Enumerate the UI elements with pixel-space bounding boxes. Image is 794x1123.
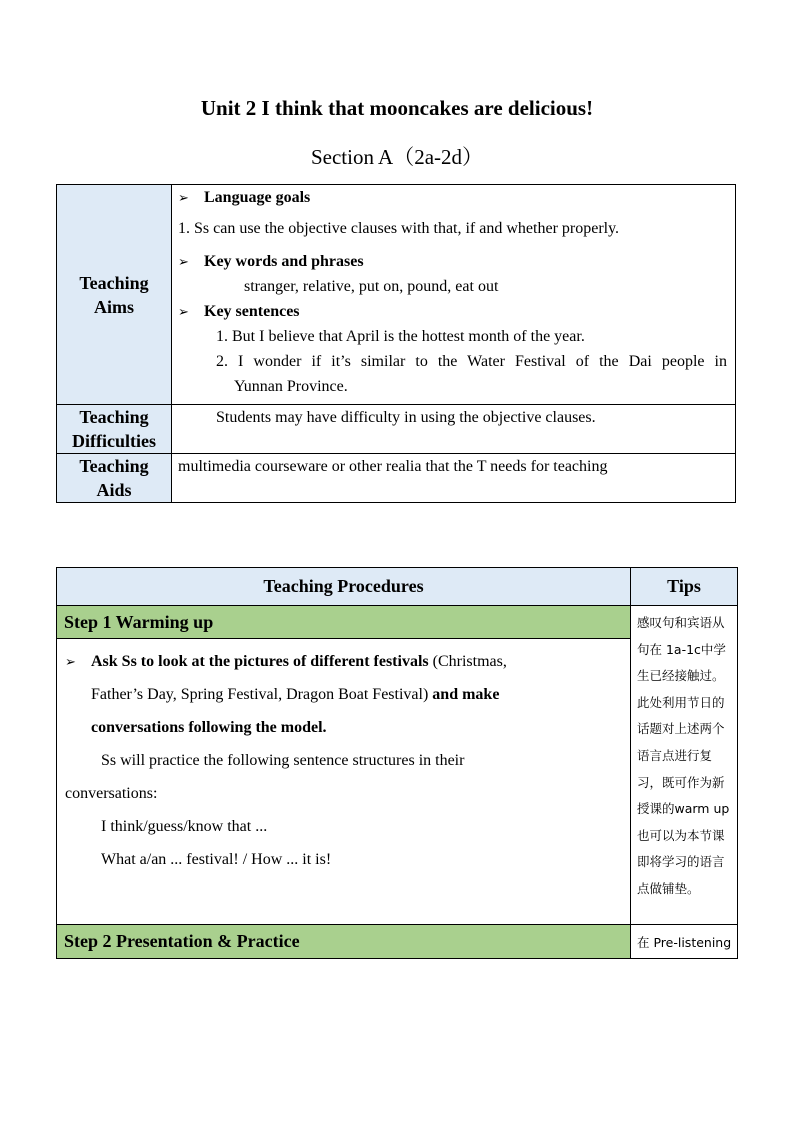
language-goal-1: 1. Ss can use the objective clauses with that, if and whether properly. <box>178 220 620 237</box>
step1-title-row <box>57 606 738 639</box>
step1-line2-normal: Father’s Day, Spring Festival, Dragon Boat Festival) <box>91 686 433 703</box>
aids-label <box>57 454 172 503</box>
step2-title-row <box>57 925 738 959</box>
step1-line6: I think/guess/know that ... <box>101 818 268 835</box>
aids-label-line1: Teaching <box>79 456 149 476</box>
key-words-list: stranger, relative, put on, pound, eat out <box>244 278 499 295</box>
step1-tips: 感叹句和宾语从句在 1a-1c中学生已经接触过。此处利用节日的话题对上述两个语言点进行复习，既可作为新授课的warm up也可以为本节课即将学习的语言点做铺垫。 <box>631 606 738 925</box>
arrow-bullet-icon: ➢ <box>65 655 76 670</box>
key-sentences-heading: Key sentences <box>204 303 300 320</box>
step1-line2 <box>65 678 622 711</box>
key-sentences-row <box>178 299 727 324</box>
aids-text: multimedia courseware or other realia that the T needs for teaching <box>178 458 608 475</box>
arrow-bullet-icon: ➢ <box>178 191 189 206</box>
page-subtitle: Section A（2a-2d） <box>310 145 484 169</box>
step1-body <box>57 639 631 925</box>
key-sentence-2: 2. I wonder if it’s similar to the Water Festival of the Dai people in <box>216 353 727 370</box>
step1-line2-bold: and make <box>432 686 500 703</box>
aims-content <box>172 185 736 405</box>
aids-label-line2: Aids <box>96 480 132 500</box>
arrow-bullet-icon: ➢ <box>178 255 189 270</box>
aids-row <box>57 454 736 503</box>
difficulties-text: Students may have difficulty in using the objective clauses. <box>216 409 596 426</box>
step2-title: Step 2 Presentation & Practice <box>57 925 631 959</box>
language-goals-heading: Language goals <box>204 189 311 206</box>
aids-content <box>172 454 736 503</box>
step1-line1-normal: (Christmas, <box>428 653 507 670</box>
difficulties-content <box>172 405 736 454</box>
aims-label <box>57 185 172 405</box>
difficulties-label-line2: Difficulties <box>72 431 156 451</box>
step1-line4: Ss will practice the following sentence structures in their <box>101 752 465 769</box>
procedures-header: Teaching Procedures <box>57 568 631 606</box>
aims-table <box>56 184 736 503</box>
step1-line3: conversations following the model. <box>91 719 327 736</box>
difficulties-row <box>57 405 736 454</box>
step1-line5: conversations: <box>65 785 158 802</box>
tips-header: Tips <box>631 568 738 606</box>
step1-line1-bold: Ask Ss to look at the pictures of different festivals <box>91 653 429 670</box>
procedures-table <box>56 567 738 959</box>
step1-line1 <box>65 645 622 678</box>
aims-label-line2: Aims <box>94 296 134 317</box>
arrow-bullet-icon: ➢ <box>178 305 189 320</box>
key-sentence-1: 1. But I believe that April is the hottest month of the year. <box>216 328 585 345</box>
step1-title: Step 1 Warming up <box>57 606 631 639</box>
procedures-header-row <box>57 568 738 606</box>
step1-line7: What a/an ... festival! / How ... it is! <box>101 851 332 868</box>
difficulties-label-line1: Teaching <box>79 407 149 427</box>
key-words-heading: Key words and phrases <box>204 253 364 270</box>
page-title: Unit 2 I think that mooncakes are delicious! <box>200 96 594 120</box>
language-goals-row <box>178 185 727 210</box>
key-sentence-2-cont: Yunnan Province. <box>234 378 348 395</box>
key-words-row <box>178 249 727 274</box>
step2-tips: 在 Pre-listening <box>631 925 738 959</box>
aims-row <box>57 185 736 405</box>
aims-label-line1: Teaching <box>79 272 149 293</box>
difficulties-label <box>57 405 172 454</box>
